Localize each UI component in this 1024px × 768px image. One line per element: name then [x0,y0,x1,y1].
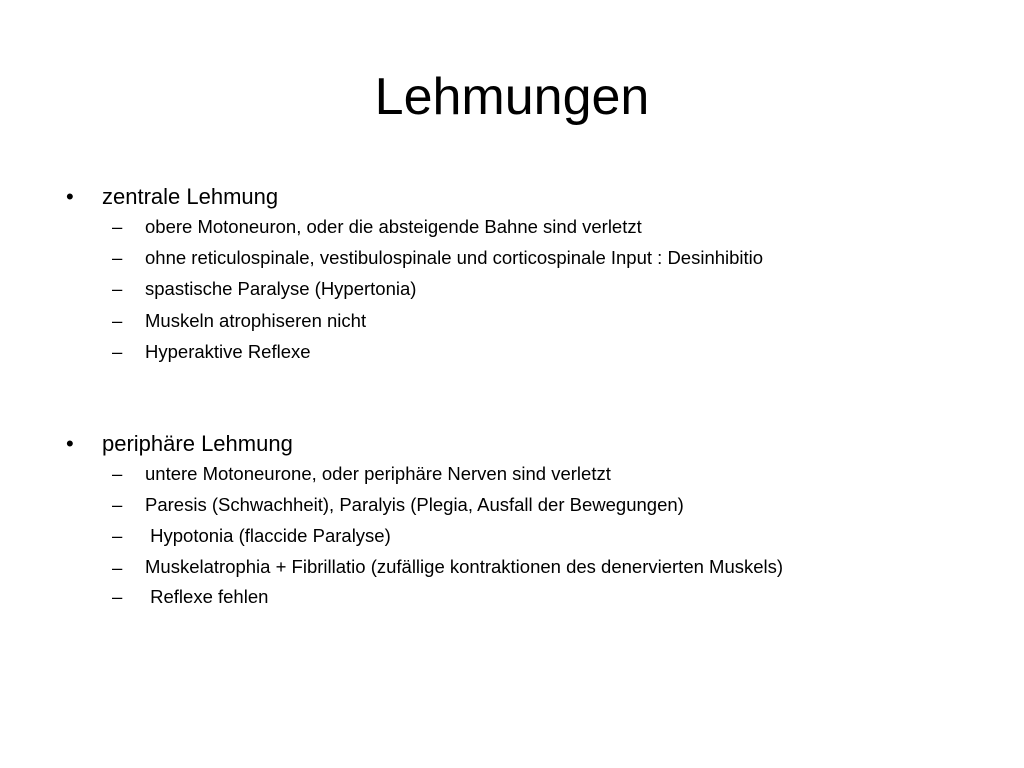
bullet-icon: • [66,431,74,456]
sub-list [60,214,960,364]
dash-icon: – [112,556,123,578]
sub-list-item [60,308,960,333]
sub-item-text: spastische Paralyse (Hypertonia) [145,278,417,300]
dash-icon: – [112,309,123,331]
sub-list-item [60,339,960,364]
dash-icon: – [112,494,123,516]
dash-icon: – [112,278,123,300]
bullet-item [60,182,960,212]
sub-list-item [60,555,960,578]
sub-list-item [60,523,960,548]
sub-list-item [60,584,960,609]
dash-icon: – [112,340,123,362]
sub-list [60,461,960,609]
dash-icon: – [112,525,123,547]
bullet-item [60,429,960,459]
section-heading: periphäre Lehmung [102,431,293,456]
bullet-icon: • [66,184,74,209]
sub-item-text: Reflexe fehlen [145,585,269,607]
section-zentrale-lehmung [60,182,960,370]
sub-item-text: Paresis (Schwachheit), Paralyis (Plegia, Ausfall der Bewegungen) [145,494,684,516]
dash-icon: – [112,585,123,607]
sub-item-text: ohne reticulospinale, vestibulospinale und corticospinale Input : Desinhibitio [145,247,764,269]
sub-item-text: obere Motoneuron, oder die absteigende Bahne sind verletzt [145,216,642,237]
sub-item-text: Hyperaktive Reflexe [145,340,311,362]
sub-item-text: Muskelatrophia + Fibrillatio (zufällige kontraktionen des denervierten Muskels) [145,555,784,577]
sub-list-item [60,214,960,239]
dash-icon: – [112,216,123,237]
section-heading: zentrale Lehmung [102,184,279,209]
section-periphaere-lehmung [60,429,960,615]
dash-icon: – [112,463,123,484]
sub-list-item [60,461,960,486]
sub-item-text: Muskeln atrophiseren nicht [145,309,367,331]
sub-item-text: untere Motoneurone, oder periphäre Nerven sind verletzt [145,463,611,484]
sub-list-item [60,276,960,301]
slide-title: Lehmungen [374,68,650,126]
sub-list-item [60,245,960,270]
sub-list-item [60,492,960,517]
dash-icon: – [112,247,123,269]
sub-item-text: Hypotonia (flaccide Paralyse) [145,525,391,547]
